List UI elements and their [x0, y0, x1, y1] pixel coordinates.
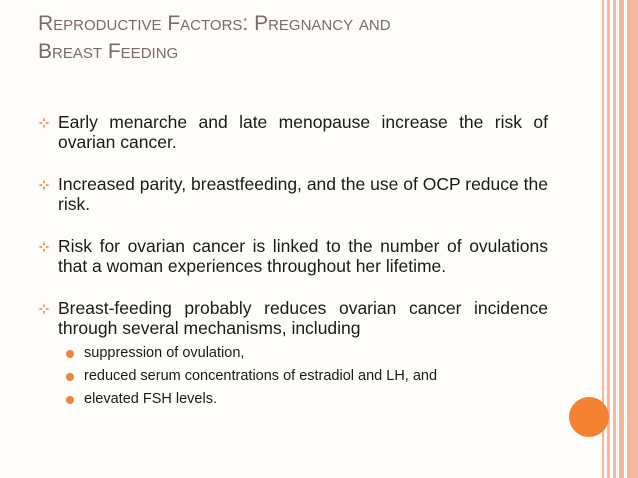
bullet-list [38, 112, 548, 431]
stripe [613, 0, 616, 478]
decorative-stripes [602, 0, 638, 478]
bullet-marker-icon [38, 240, 50, 252]
bullet-text: Increased parity, breastfeeding, and the use of OCP reduce the risk. [58, 174, 548, 214]
bullet-marker-icon [38, 116, 50, 128]
bullet-text: Early menarche and late menopause increase the risk of ovarian cancer. [58, 112, 548, 152]
bullet-item [38, 298, 548, 409]
bullet-text: Risk for ovarian cancer is linked to the number of ovulations that a woman experiences throughout her lifetime. [58, 236, 548, 276]
title-line-2: Breast Feeding [38, 40, 179, 63]
stripe [607, 0, 610, 478]
bullet-item [38, 112, 548, 152]
sub-bullet-list [58, 344, 548, 409]
sub-bullet-text: elevated FSH levels. [84, 391, 217, 407]
bullet-marker-icon [38, 178, 50, 190]
bullet-item [38, 236, 548, 276]
bullet-item [38, 174, 548, 214]
title-line-1: Reproductive Factors: Pregnancy and [38, 12, 391, 35]
sub-bullet-item [62, 367, 548, 386]
sub-bullet-text: reduced serum concentrations of estradiol and LH, and [84, 368, 438, 384]
stripe [627, 0, 638, 478]
sub-bullet-dot-icon [66, 396, 74, 404]
decorative-circle [569, 397, 609, 437]
sub-bullet-dot-icon [66, 373, 74, 381]
sub-bullet-dot-icon [66, 350, 74, 358]
sub-bullet-text: suppression of ovulation, [84, 345, 245, 361]
bullet-text: Breast-feeding probably reduces ovarian cancer incidence through several mechanisms, including [58, 298, 548, 338]
stripe [619, 0, 624, 478]
sub-bullet-item [62, 344, 548, 363]
slide-title [38, 10, 558, 66]
bullet-marker-icon [38, 302, 50, 314]
sub-bullet-item [62, 390, 548, 409]
